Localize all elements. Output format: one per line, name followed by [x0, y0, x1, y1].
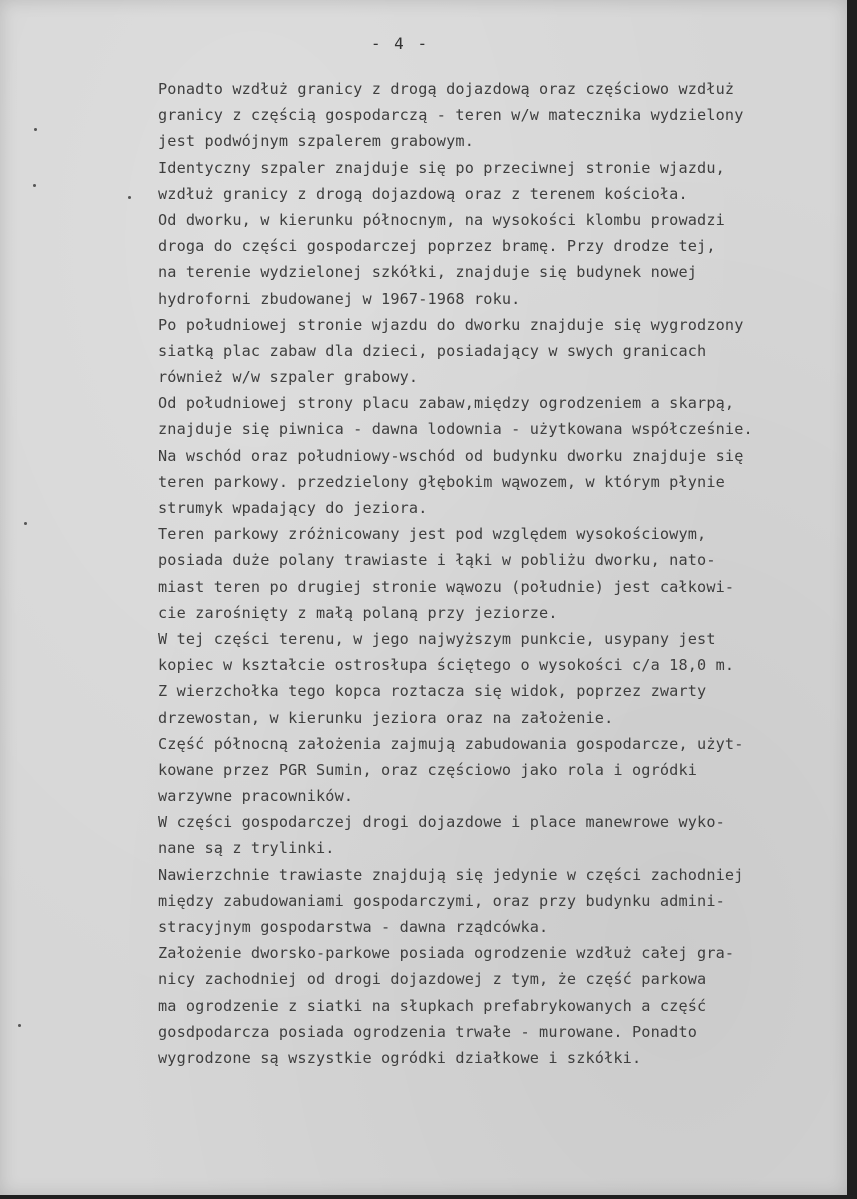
document-body	[158, 76, 848, 1071]
scan-border-bottom	[0, 1195, 857, 1199]
text-line: Identyczny szpaler znajduje się po przeciwnej stronie wjazdu,	[158, 158, 725, 177]
text-line: gosdpodarcza posiada ogrodzenia trwałe - murowane. Ponadto	[158, 1022, 698, 1041]
text-line: drzewostan, w kierunku jeziora oraz na założenie.	[158, 708, 614, 727]
text-line: na terenie wydzielonej szkółki, znajduje się budynek nowej	[158, 263, 698, 282]
margin-mark	[34, 128, 37, 131]
text-line: Teren parkowy zróżnicowany jest pod względem wysokościowym,	[158, 525, 707, 544]
text-line: jest podwójnym szpalerem grabowym.	[158, 132, 474, 151]
text-line: Nawierzchnie trawiaste znajdują się jedynie w części zachodniej	[158, 865, 744, 884]
text-line: kopiec w kształcie ostrosłupa ściętego o wysokości c/a 18,0 m.	[158, 656, 735, 675]
text-line: cie zarośnięty z małą polaną przy jeziorze.	[158, 603, 558, 622]
text-line: Po południowej stronie wjazdu do dworku znajduje się wygrodzony	[158, 315, 744, 334]
text-line: droga do części gospodarczej poprzez bramę. Przy drodze tej,	[158, 237, 716, 256]
text-line: siatką plac zabaw dla dzieci, posiadający w swych granicach	[158, 341, 707, 360]
text-line: Z wierzchołka tego kopca roztacza się widok, poprzez zwarty	[158, 682, 707, 701]
text-line: posiada duże polany trawiaste i łąki w pobliżu dworku, nato-	[158, 551, 716, 570]
text-line: warzywne pracowników.	[158, 787, 354, 806]
text-line: Od południowej strony placu zabaw,między ogrodzeniem a skarpą,	[158, 394, 735, 413]
text-line: między zabudowaniami gospodarczymi, oraz przy budynku admini-	[158, 891, 725, 910]
margin-mark	[128, 196, 131, 199]
text-line: strumyk wpadający do jeziora.	[158, 499, 428, 517]
text-line: Na wschód oraz południowy-wschód od budynku dworku znajduje się	[158, 446, 744, 465]
text-line: Część północną założenia zajmują zabudowania gospodarcze, użyt-	[158, 734, 744, 753]
text-line: miast teren po drugiej stronie wąwozu (południe) jest całkowi-	[158, 577, 735, 596]
text-line: wygrodzone są wszystkie ogródki działkowe i szkółki.	[158, 1048, 642, 1067]
text-line: granicy z częścią gospodarczą - teren w/w matecznika wydzielony	[158, 106, 744, 125]
text-line: nicy zachodniej od drogi dojazdowej z tym, że część parkowa	[158, 970, 707, 989]
text-line: hydroforni zbudowanej w 1967-1968 roku.	[158, 289, 521, 308]
scan-border-right	[847, 0, 857, 1199]
text-line: znajduje się piwnica - dawna lodownia - użytkowana współcześnie.	[158, 420, 753, 439]
text-line: W tej części terenu, w jego najwyższym punkcie, usypany jest	[158, 629, 716, 648]
text-line: Od dworku, w kierunku północnym, na wysokości klombu prowadzi	[158, 210, 725, 229]
text-line: W części gospodarczej drogi dojazdowe i place manewrowe wyko-	[158, 813, 725, 832]
margin-mark	[33, 184, 36, 187]
text-line: wzdłuż granicy z drogą dojazdową oraz z terenem kościoła.	[158, 184, 688, 203]
text-line: nane są z trylinki.	[158, 839, 335, 858]
text-line: stracyjnym gospodarstwa - dawna rządcówka.	[158, 918, 549, 936]
text-line: również w/w szpaler grabowy.	[158, 368, 419, 387]
margin-mark	[24, 522, 27, 525]
text-line: kowane przez PGR Sumin, oraz częściowo jako rola i ogródki	[158, 760, 698, 779]
text-line: teren parkowy. przedzielony głębokim wąwozem, w którym płynie	[158, 472, 725, 491]
margin-mark	[18, 1024, 21, 1027]
text-line: ma ogrodzenie z siatki na słupkach prefabrykowanych a część	[158, 996, 707, 1015]
page-number: - 4 -	[370, 34, 430, 53]
text-line: Założenie dworsko-parkowe posiada ogrodzenie wzdłuż całej gra-	[158, 944, 735, 963]
text-line: Ponadto wzdłuż granicy z drogą dojazdową oraz częściowo wzdłuż	[158, 80, 735, 98]
